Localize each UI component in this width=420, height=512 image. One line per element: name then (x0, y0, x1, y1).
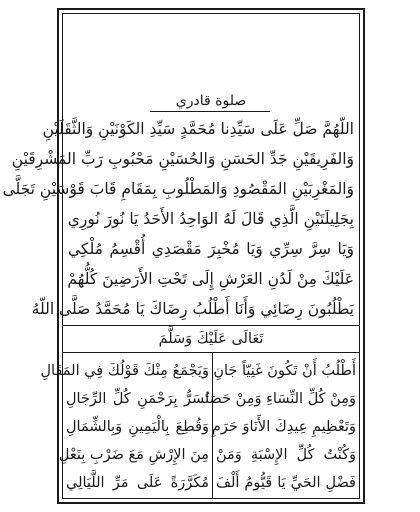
verse-line: وَيَجْمَعُ مِنْكَ قَوْلُكَ فِي المَقَالِ (40, 363, 209, 379)
verse-line: تُسَرُّ بِرَحْمَنِ كُلِّ الرِّجَالِ (66, 391, 209, 407)
body-line: يَطْلُبُونَ رِضَائِي وَأَنَا أَطْلُبُ رِضَاكَ يَا مُحَمَّدُ صَلَّى اللّهُ (31, 300, 354, 318)
body-line: بِجَلِيلَتَيْنِ الَّذِي قَالَ لَهُ الوَاحِدُ الأَحَدُ يَا نُورَ نُورِي (67, 210, 354, 228)
verse-line: مُكَرَّرَةً عَلَى مَرِّ اللَّيَالِي (66, 475, 209, 491)
body-line: وَالمَغْرِبَيْنِ المَقْصُودِ وَالمَطْلُوبِ بِمَقَامِ قَابَ قَوْسَيْنِ تَجَلَّى (2, 180, 354, 198)
body-line: اللّهُمَّ صَلِّ عَلَى سَيِّدِنا مُحَمَّدٍ سَيِّدِ الكَوْنَيْنِ وَالثَّقَلَيْنِ (42, 120, 354, 138)
body-line: وَالفَرِيقَيْنِ جَدِّ الحَسَنِ وَالحُسَيْنِ مَحْبُوبِ رَبِّ المَشْرِقَيْنِ (11, 150, 354, 168)
verse-line: مِنَ الإِرْشِ مَعَ ضَرْبِ بِنَعْلِ (58, 447, 209, 463)
body-line: عَلَيْكَ مِنْ لَدُنِ العَرْشِ إِلَى تَحْتِ الأَرَضِينَ كُلُّهُمْ (67, 270, 354, 288)
verse-line: وَكُنْتُ كُلِّ الإِسْبَةِ وَمَنْ (216, 447, 356, 463)
verse-line: وَتَعْظِيمِ عِيدِكَ الأَنَاوَ حَرَمِ (211, 419, 356, 435)
verse-line: فَضْلِ الحَيِّ يَا قَيُّومُ أَلْفَ (216, 475, 356, 491)
section-divider (62, 325, 360, 326)
verse-line: وَمِنْ كُلِّ النِّسَاءِ وَمِنْ حَصَا (205, 391, 356, 407)
section-header: تَعَالَى عَلَيْكَ وَسَلَّمَ (158, 331, 264, 347)
body-line: وَيَا سِرَّ سِرِّي وَيَا مُخْبِرَ مَقْصَدِي أُقْسِمُ مُلْكِي (68, 240, 354, 258)
prayer-title: صلوة قادري (175, 93, 247, 109)
section-divider (62, 352, 360, 353)
verse-line: أَطْلُبُ أَنْ تَكُونَ غَنِيّاً جَانِ (213, 363, 356, 379)
title-underline (150, 111, 270, 112)
verse-line: وَقُطِعَ بِالْيَمِينِ وَبِالشِّمَالِ (66, 419, 209, 435)
